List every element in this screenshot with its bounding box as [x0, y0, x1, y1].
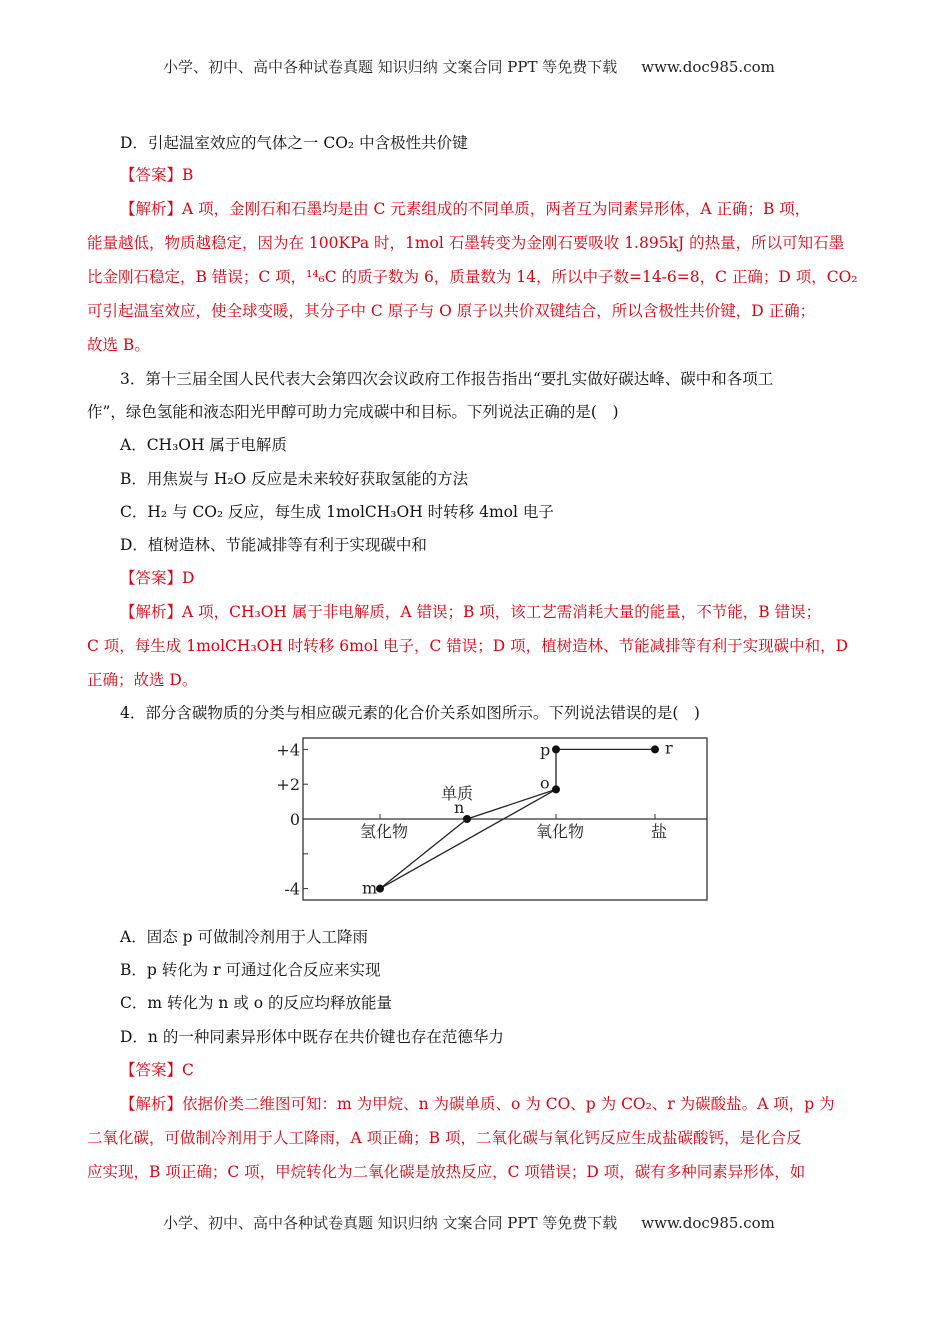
x-category-label: 氧化物	[535, 822, 585, 841]
point-label: n	[454, 798, 465, 817]
header-text: 小学、初中、高中各种试卷真题 知识归纳 文案合同 PPT 等免费下载	[163, 58, 618, 76]
q4-stem: 4．部分含碳物质的分类与相应碳元素的化合价关系如图所示。下列说法错误的是( )	[120, 704, 700, 722]
point-p	[552, 745, 560, 753]
q2-option-d: D．引起温室效应的气体之一 CO₂ 中含极性共价键	[120, 134, 468, 152]
q4-option-c: C．m 转化为 n 或 o 的反应均释放能量	[120, 994, 393, 1012]
q2-analysis-line: 比金刚石稳定，B 错误；C 项，¹⁴₆C 的质子数为 6，质量数为 14，所以中子数=14-6=8，C 正确；D 项，CO₂	[87, 268, 858, 286]
q3-option-b: B．用焦炭与 H₂O 反应是未来较好获取氢能的方法	[120, 470, 469, 488]
page-header	[163, 57, 775, 77]
q4-analysis-line: 应实现，B 项正确；C 项，甲烷转化为二氧化碳是放热反应，C 项错误；D 项，碳有多种同素异形体，如	[87, 1163, 806, 1181]
q4-option-a: A．固态 p 可做制冷剂用于人工降雨	[120, 928, 368, 946]
q3-option-a: A．CH₃OH 属于电解质	[120, 436, 287, 454]
q3-option-c: C．H₂ 与 CO₂ 反应，每生成 1molCH₃OH 时转移 4mol 电子	[120, 503, 554, 521]
point-r	[651, 745, 659, 753]
q4-analysis-line: 【解析】依据价类二维图可知：m 为甲烷、n 为碳单质、o 为 CO、p 为 CO₂、r 为碳酸盐。A 项，p 为	[120, 1095, 835, 1113]
x-category-label: 氢化物	[359, 822, 409, 841]
footer-site: www.doc985.com	[641, 1214, 775, 1232]
q4-option-d: D．n 的一种同素异形体中既存在共价键也存在范德华力	[120, 1028, 504, 1046]
q4-answer: 【答案】C	[120, 1061, 194, 1079]
q3-stem: 3．第十三届全国人民代表大会第四次会议政府工作报告指出“要扎实做好碳达峰、碳中和各项工	[120, 370, 774, 388]
q2-analysis-line: 可引起温室效应，使全球变暖，其分子中 C 原子与 O 原子以共价双键结合，所以含极性共价键，D 正确；	[87, 302, 816, 320]
q3-stem: 作”，绿色氢能和液态阳光甲醇可助力完成碳中和目标。下列说法正确的是( )	[87, 403, 619, 421]
page-footer	[163, 1213, 775, 1233]
q4-analysis-line: 二氧化碳，可做制冷剂用于人工降雨，A 项正确；B 项，二氧化碳与氧化钙反应生成盐碳酸钙，是化合反	[87, 1129, 802, 1147]
point-label: r	[665, 738, 673, 758]
q4-option-b: B．p 转化为 r 可通过化合反应来实现	[120, 961, 381, 979]
y-tick-label: -4	[284, 879, 300, 899]
y-tick-label: +2	[276, 775, 300, 795]
q2-answer: 【答案】B	[120, 166, 194, 184]
y-tick-label: +4	[276, 740, 300, 760]
q2-analysis-line: 能量越低，物质越稳定，因为在 100KPa 时，1mol 石墨转变为金刚石要吸收 1.895kJ 的热量，所以可知石墨	[87, 234, 845, 252]
x-category-label: 盐	[650, 822, 668, 841]
header-site: www.doc985.com	[641, 58, 775, 76]
valence-class-diagram	[270, 730, 720, 910]
q3-answer: 【答案】D	[120, 569, 195, 587]
footer-text: 小学、初中、高中各种试卷真题 知识归纳 文案合同 PPT 等免费下载	[163, 1214, 618, 1232]
point-label: p	[540, 740, 551, 760]
annotation-elemental: 单质	[440, 784, 474, 803]
q2-analysis-line: 故选 B。	[87, 336, 150, 354]
y-tick-label: 0	[289, 810, 300, 829]
q3-analysis-line: 正确；故选 D。	[87, 671, 198, 689]
q3-analysis-line: C 项，每生成 1molCH₃OH 时转移 6mol 电子，C 错误；D 项，植树造林、节能减排等有利于实现碳中和，D	[87, 637, 849, 655]
point-label: m	[362, 878, 378, 898]
point-label: o	[540, 773, 550, 793]
point-o	[552, 785, 560, 793]
point-m	[376, 885, 384, 893]
q2-analysis-line: 【解析】A 项，金刚石和石墨均是由 C 元素组成的不同单质，两者互为同素异形体，A 正确；B 项，	[120, 200, 811, 218]
q3-analysis-line: 【解析】A 项，CH₃OH 属于非电解质，A 错误；B 项，该工艺需消耗大量的能量，不节能，B 错误；	[120, 603, 822, 621]
q3-option-d: D．植树造林、节能减排等有利于实现碳中和	[120, 536, 427, 554]
